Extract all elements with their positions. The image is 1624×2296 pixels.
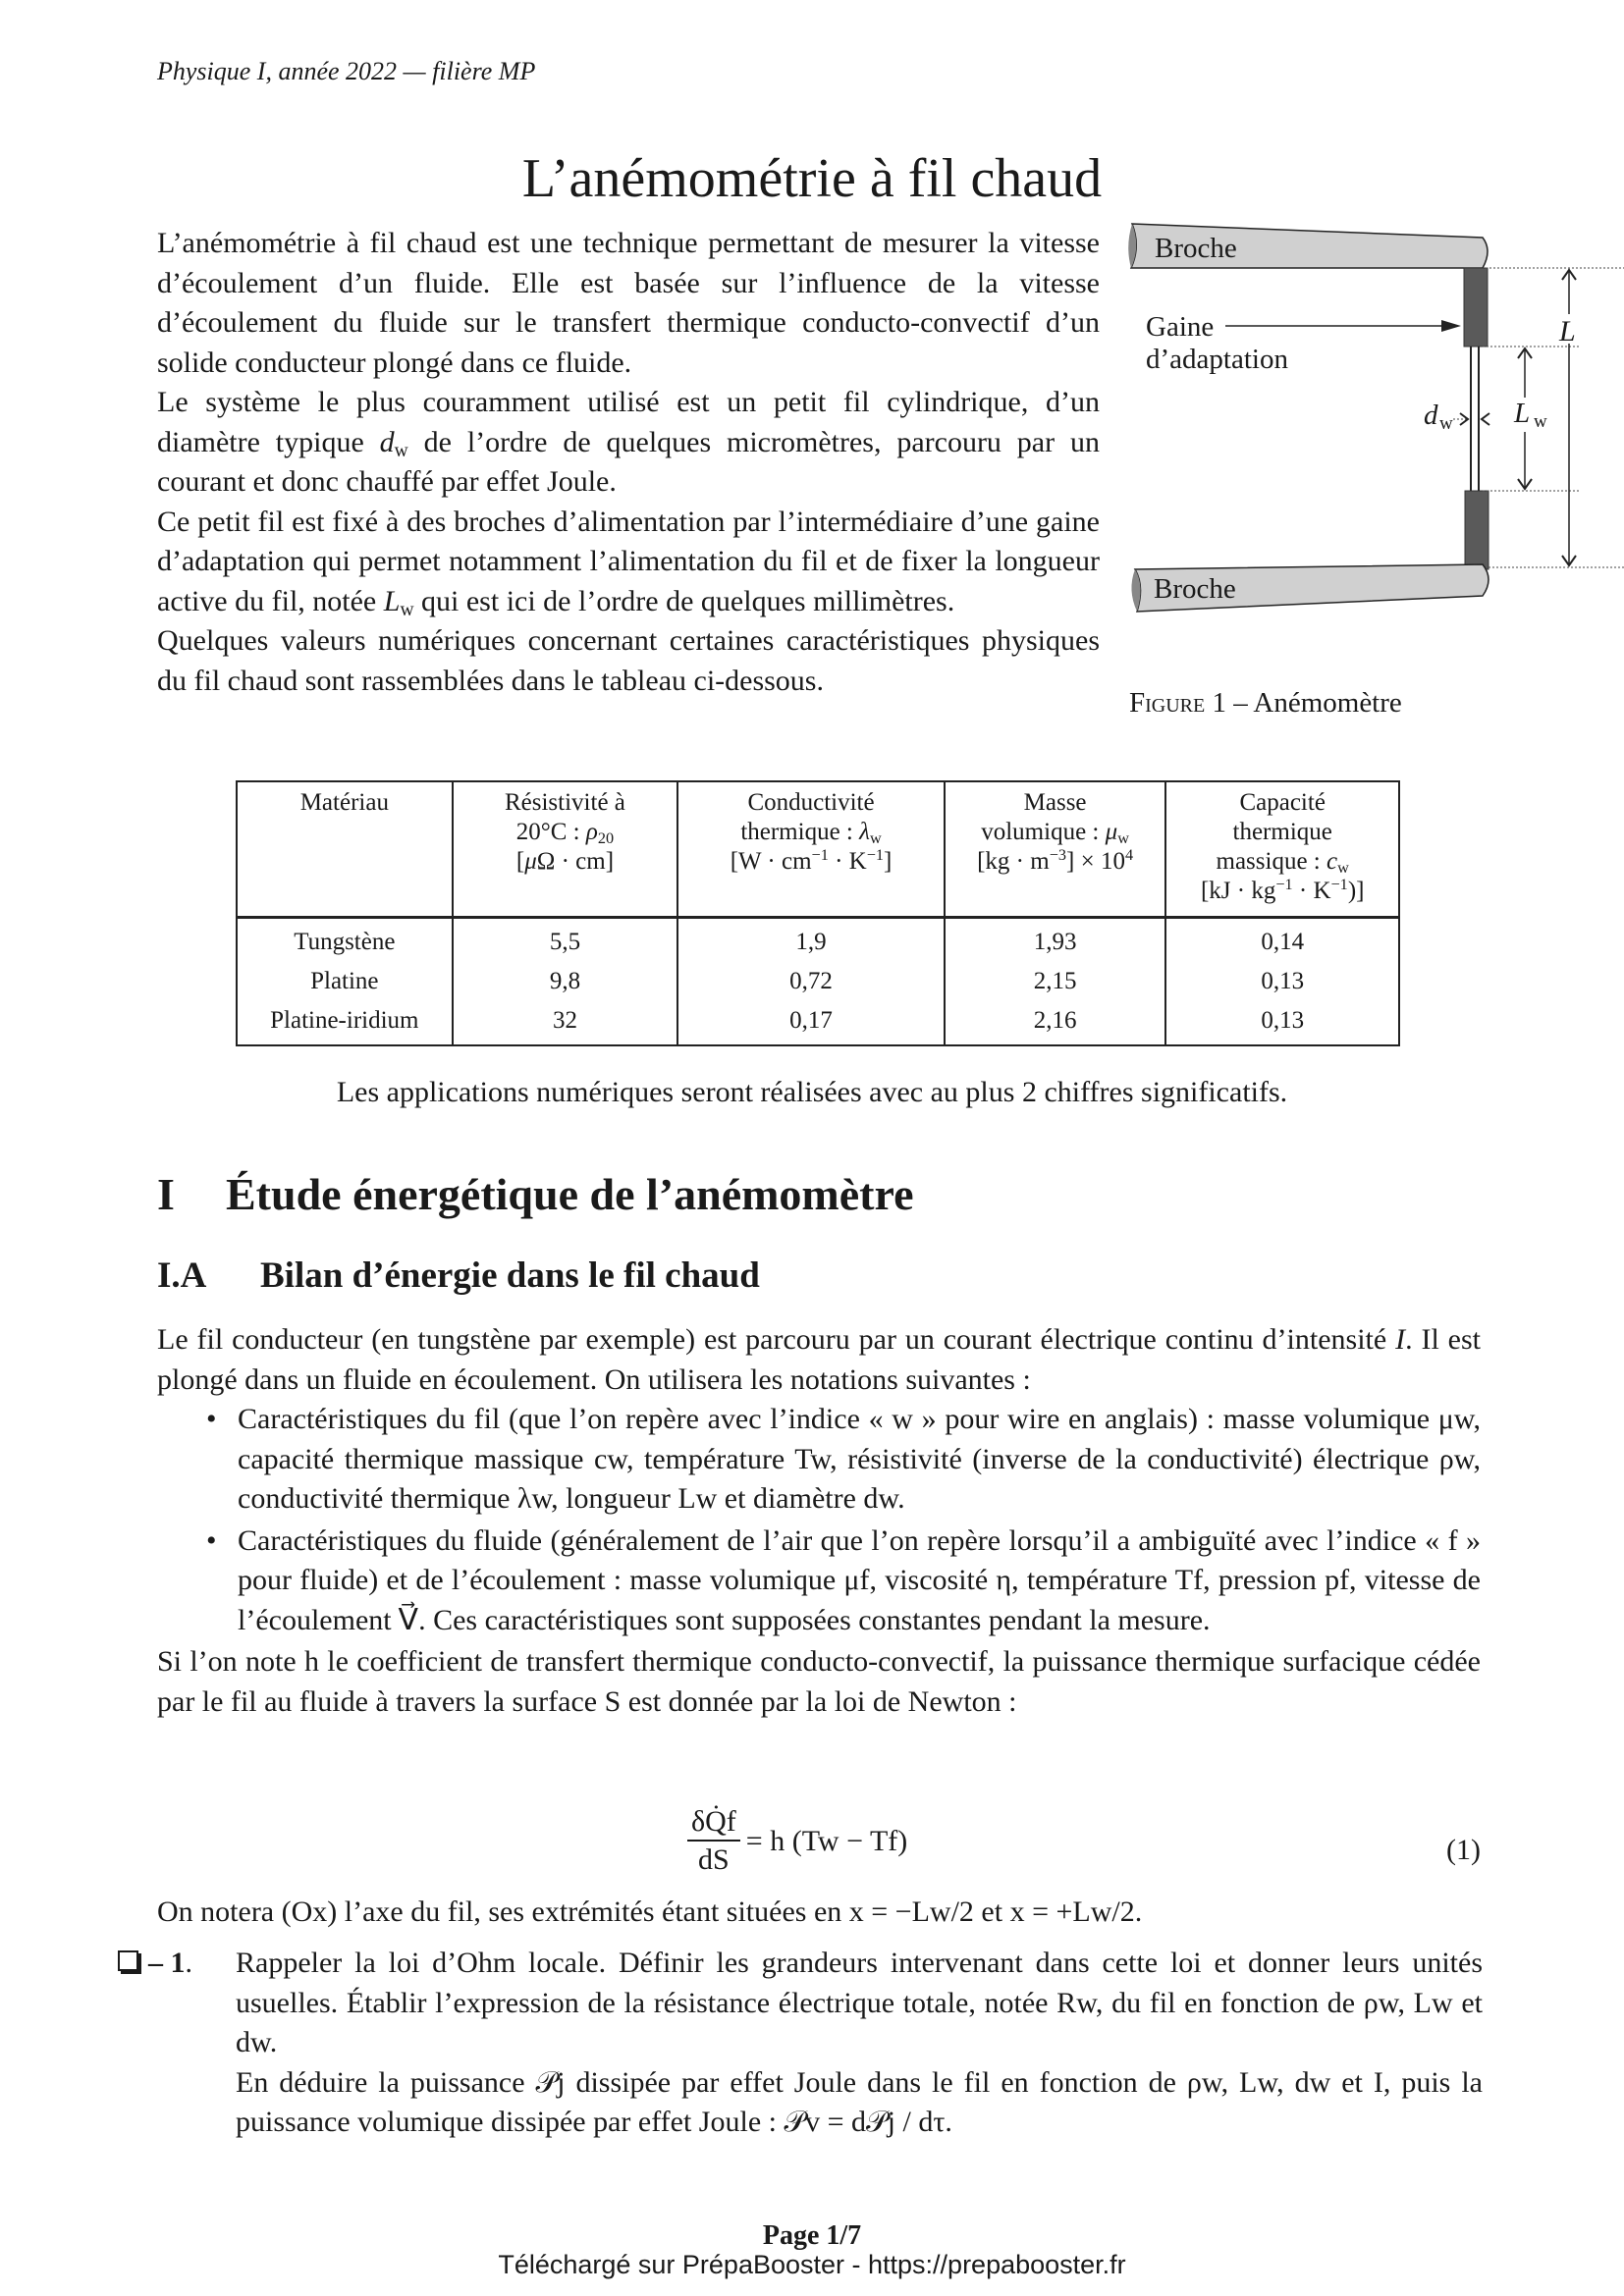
question-checkbox-icon[interactable] xyxy=(118,1950,138,1971)
figure-caption: Figure 1 – Anémomètre xyxy=(1129,687,1402,719)
header-material: Matériau xyxy=(237,781,453,918)
numeric-note: Les applications numériques seront réalisées avec au plus 2 chiffres significatifs. xyxy=(336,1076,1288,1108)
list-item: • Caractéristiques du fluide (généralement de l’air que l’on repère lorsqu’il a ambiguïté avec l’indice « f » pour fluide) et de l’écoulement : masse volumique μf, viscosité η, température Tf, pression pf, vitesse de l’écoulement V⃗. Ces caractéristiques sont supposées constantes pendant la mesure. xyxy=(157,1522,1481,1641)
equation-number: (1) xyxy=(1446,1834,1481,1866)
L-label: L xyxy=(1559,315,1576,347)
bottom-gaine xyxy=(1465,491,1489,569)
cell-conductivity: 0,72 xyxy=(677,962,945,1001)
cell-material: Platine xyxy=(237,962,453,1001)
question-1 xyxy=(118,1944,1483,2143)
section-body xyxy=(157,1320,1481,1722)
cell-density: 1,93 xyxy=(945,918,1166,963)
question-text-2: En déduire la puissance 𝒫j dissipée par effet Joule dans le fil en fonction de ρw, Lw, dw et I, puis la puissance volumique dissipée par effet Joule : 𝒫v = d𝒫j / dτ. xyxy=(236,2065,1483,2138)
bullet-icon: • xyxy=(206,1403,217,1435)
table-row xyxy=(237,962,1399,1001)
paragraph-newton: Si l’on note h le coefficient de transfert thermique conducto-convectif, la puissance thermique surfacique cédée par le fil au fluide à travers la surface S est donnée par la loi de Newton : xyxy=(157,1645,1481,1718)
table-row xyxy=(237,918,1399,963)
Lw-label: L xyxy=(1514,398,1531,429)
gaine-label-line1: Gaine xyxy=(1146,311,1215,343)
cell-material: Platine-iridium xyxy=(237,1001,453,1045)
question-label: – 1. xyxy=(118,1944,192,1984)
cell-heat-capacity: 0,13 xyxy=(1165,1001,1399,1045)
cell-resistivity: 5,5 xyxy=(453,918,678,963)
subsection-heading: I.A Bilan d’énergie dans le fil chaud xyxy=(157,1255,760,1296)
cell-conductivity: 1,9 xyxy=(677,918,945,963)
intro-paragraph-3: Ce petit fil est fixé à des broches d’alimentation par l’intermédiaire d’une gaine d’adaptation qui permet notamment l’alimentation du fil et de fixer la longueur active du fil, notée $L_w$ qui est ici de l’ordre de quelques millimètres. xyxy=(157,505,1100,620)
notation-list xyxy=(157,1400,1481,1640)
header-heat-capacity: Capacité thermique massique : $c_w$ $[kJ \cdot kg^{-1} \cdot K^{-1})$] xyxy=(1165,781,1399,918)
header-resistivity: Résistivité à 20°C : $\rho_{20}$ [μΩ · cm] xyxy=(453,781,678,918)
cell-resistivity: 32 xyxy=(453,1001,678,1045)
equation-denominator: dS xyxy=(698,1843,730,1876)
top-gaine xyxy=(1464,268,1488,347)
cell-material: Tungstène xyxy=(237,918,453,963)
section-heading: I Étude énergétique de l’anémomètre xyxy=(157,1169,914,1219)
cell-density: 2,15 xyxy=(945,962,1166,1001)
cell-heat-capacity: 0,13 xyxy=(1165,962,1399,1001)
equation-numerator: δQ̇f xyxy=(687,1804,740,1842)
dw-label: d xyxy=(1424,400,1438,431)
dw-sub: w xyxy=(1439,413,1453,434)
bottom-broche-label: Broche xyxy=(1154,573,1236,605)
materials-table xyxy=(236,780,1400,1046)
intro-paragraph-2: Le système le plus couramment utilisé est un petit fil cylindrique, d’un diamètre typique $d_w$ de l’ordre de quelques micromètres, parcouru par un courant et donc chauffé par effet Joule. xyxy=(157,386,1100,498)
page-number: Page 1/7 xyxy=(762,2220,862,2251)
axis-paragraph: On notera (Ox) l’axe du fil, ses extrémités étant situées en x = −Lw/2 et x = +Lw/2. xyxy=(157,1896,1143,1928)
intro-paragraph-1: L’anémométrie à fil chaud est une technique permettant de mesurer la vitesse d’écoulement d’un fluide. Elle est basée sur l’influence de la vitesse d’écoulement du fluide sur le transfert thermique conducto-convectif d’un solide conducteur plongé dans ce fluide. xyxy=(157,227,1100,379)
table-header-row xyxy=(237,781,1399,918)
top-broche-label: Broche xyxy=(1155,233,1237,264)
header-conductivity: Conductivité thermique : $\lambda_w$ $[W \cdot cm^{-1} \cdot K^{-1}]$ xyxy=(677,781,945,918)
running-header: Physique I, année 2022 — filière MP xyxy=(157,57,536,85)
cell-heat-capacity: 0,14 xyxy=(1165,918,1399,963)
cell-conductivity: 0,17 xyxy=(677,1001,945,1045)
download-footer[interactable]: Téléchargé sur PrépaBooster - https://prepabooster.fr xyxy=(498,2250,1126,2279)
table-row xyxy=(237,1001,1399,1045)
equation-fraction xyxy=(687,1804,740,1879)
cell-resistivity: 9,8 xyxy=(453,962,678,1001)
paragraph-intro: Le fil conducteur (en tungstène par exemple) est parcouru par un courant électrique continu d’intensité I. Il est plongé dans un fluide en écoulement. On utilisera les notations suivantes : xyxy=(157,1323,1481,1396)
equation-rhs: = h (Tw − Tf) xyxy=(745,1825,908,1857)
header-density: Masse volumique : $\mu_w$ $[kg \cdot m^{-3}] \times 10^4$ xyxy=(945,781,1166,918)
page-title: L’anémométrie à fil chaud xyxy=(521,148,1103,209)
cell-density: 2,16 xyxy=(945,1001,1166,1045)
Lw-sub: w xyxy=(1534,411,1547,432)
question-text-1: Rappeler la loi d’Ohm locale. Définir les grandeurs intervenant dans cette loi et donner leurs unités usuelles. Établir l’expression de la résistance électrique totale, notée Rw, du fil en fonction de ρw, Lw et dw. xyxy=(236,1947,1483,2058)
gaine-arrow-head xyxy=(1441,320,1461,332)
intro-text xyxy=(157,224,1100,701)
equation-newton xyxy=(0,1804,1624,1902)
anemometer-figure xyxy=(1127,221,1576,731)
dw-arrow-right xyxy=(1482,413,1489,425)
bullet-icon: • xyxy=(206,1523,217,1557)
intro-paragraph-4: Quelques valeurs numériques concernant certaines caractéristiques physiques du fil chaud sont rassemblées dans le tableau ci-dessous. xyxy=(157,624,1100,697)
gaine-label-line2: d’adaptation xyxy=(1146,344,1288,375)
list-item: • Caractéristiques du fil (que l’on repère avec l’indice « w » pour wire en anglais) : masse volumique μw, capacité thermique massique cw, température Tw, résistivité (inverse de la conductivité) électrique ρw, conductivité thermique λw, longueur Lw et diamètre dw. xyxy=(157,1400,1481,1520)
